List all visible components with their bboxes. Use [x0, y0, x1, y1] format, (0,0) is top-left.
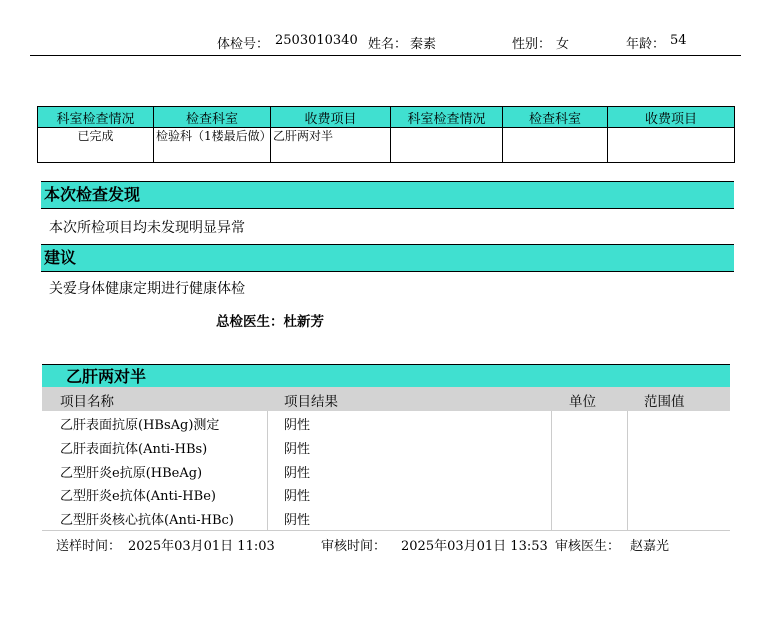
col-dept-status-2: 科室检查情况 — [391, 107, 503, 128]
col-unit: 单位 — [569, 394, 596, 410]
item-name: 乙肝表面抗原(HBsAg)测定 — [60, 418, 220, 433]
name-label: 姓名： — [368, 37, 408, 52]
section-title: 乙肝两对半 — [42, 364, 730, 387]
findings-text: 本次所检项目均未发现明显异常 — [49, 220, 245, 236]
item-name: 乙型肝炎核心抗体(Anti-HBc) — [60, 513, 234, 528]
item-result: 阴性 — [284, 466, 311, 481]
col-charge-item: 收费项目 — [271, 107, 391, 128]
table-row — [42, 482, 730, 506]
col-dept: 检查科室 — [154, 107, 271, 128]
chief-doctor — [216, 310, 324, 330]
table-row — [42, 506, 730, 530]
exam-no: 2503010340 — [275, 33, 358, 48]
table-row — [42, 459, 730, 483]
cell-charge-item: 乙肝两对半 — [271, 128, 391, 163]
table-row — [42, 435, 730, 459]
result-table-header — [42, 387, 730, 411]
col-dept-status: 科室检查情况 — [38, 107, 154, 128]
chief-doctor-name: 杜新芳 — [283, 314, 324, 330]
send-time: 2025年03月01日 11:03 — [128, 539, 275, 554]
col-result: 项目结果 — [284, 394, 338, 410]
table-row — [42, 411, 730, 435]
advice-text: 关爱身体健康定期进行健康体检 — [49, 281, 245, 297]
item-name: 乙型肝炎e抗体(Anti-HBe) — [60, 489, 216, 504]
item-result: 阴性 — [284, 513, 311, 528]
dept-table-header — [38, 107, 735, 128]
col-range: 范围值 — [644, 394, 685, 410]
cell-empty — [391, 128, 503, 163]
exam-no-label: 体检号： — [217, 37, 270, 52]
dept-table — [37, 106, 735, 163]
table-row — [38, 128, 735, 163]
send-time-label: 送样时间： — [56, 539, 122, 554]
gender-label: 性别： — [512, 37, 552, 52]
cell-empty — [608, 128, 735, 163]
item-result: 阴性 — [284, 418, 311, 433]
age-label: 年龄： — [626, 37, 666, 52]
advice-title: 建议 — [41, 244, 734, 272]
patient-gender: 女 — [556, 37, 570, 52]
item-result: 阴性 — [284, 489, 311, 504]
findings-title: 本次检查发现 — [41, 181, 734, 209]
result-rows — [42, 411, 730, 530]
col-charge-item-2: 收费项目 — [608, 107, 735, 128]
item-result: 阴性 — [284, 442, 311, 457]
cell-dept: 检验科（1楼最后做） — [154, 128, 271, 163]
col-dept-2: 检查科室 — [503, 107, 608, 128]
patient-name: 秦素 — [410, 37, 437, 52]
chief-doctor-label: 总检医生： — [216, 314, 284, 330]
reviewer-name: 赵嘉光 — [630, 539, 670, 554]
review-time: 2025年03月01日 13:53 — [401, 539, 548, 554]
item-name: 乙肝表面抗体(Anti-HBs) — [60, 442, 208, 457]
item-name: 乙型肝炎e抗原(HBeAg) — [60, 466, 203, 481]
header-divider — [30, 55, 741, 56]
review-time-label: 审核时间： — [321, 539, 387, 554]
col-item-name: 项目名称 — [60, 394, 114, 410]
patient-age: 54 — [670, 33, 687, 48]
cell-status: 已完成 — [38, 128, 154, 163]
table-bottom-rule — [42, 530, 730, 531]
reviewer-label: 审核医生： — [555, 539, 621, 554]
cell-empty — [503, 128, 608, 163]
